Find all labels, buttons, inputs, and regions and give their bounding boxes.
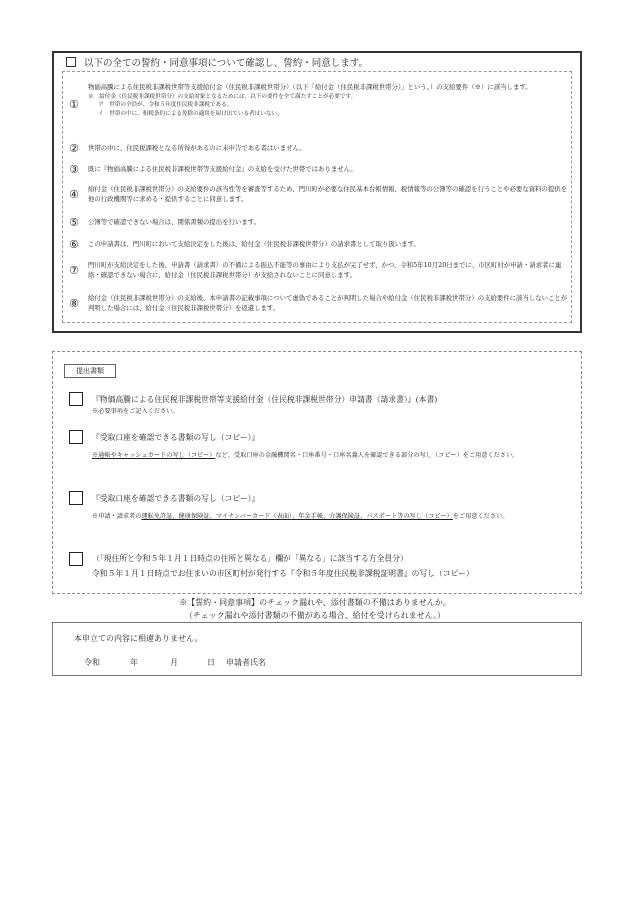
- doc-note-3: [92, 512, 554, 521]
- pledge-item-1: [88, 83, 570, 118]
- pledge-checkbox[interactable]: [66, 57, 76, 67]
- pledge-item-7: 門川町が支給決定をした後、申請書（請求書）の不備による振込不能等の事由により支払が完了せず、かつ、令和5年10月20日までに、市区町村が申請・請求者に連絡・確認できない場合に、給付金（住民税非課税世帯分）が支給されないことに同意します。: [88, 261, 562, 279]
- doc-checkbox-4[interactable]: [69, 552, 83, 566]
- doc-note-2: [92, 451, 554, 460]
- pledge-item-5: 公簿等で確認できない場合は、関係書類の提出を行います。: [88, 218, 261, 226]
- pledge-header: [66, 55, 368, 69]
- item-sub-b: イ 世帯の中に、租税条約による免除の適用を届け出ている者はいない。: [98, 110, 283, 117]
- item-number: ⑧: [69, 297, 79, 310]
- warning-line-2: （チェック漏れや添付書類の不備がある場合、給付を受けられません。）: [184, 611, 446, 620]
- item-sub-a: ア 世帯の全員が、令和５年度住民税非課税である。: [98, 102, 233, 109]
- pledge-item-6: この申請書は、門川町において支給決定をした後は、給付金（住民税非課税世帯分）の請求書として取り扱います。: [88, 240, 420, 248]
- item-note: ※ 給付金（住民税非課税世帯分）の支給対象となるためには、以下の要件を全て満たすことが必要です。: [88, 93, 357, 100]
- doc-title-4: （「現住所と令和５年１月１日時点の住所と異なる」欄が「異なる」に該当する方全員分）: [92, 554, 408, 563]
- date-month-label: 月: [170, 658, 178, 667]
- doc-checkbox-2[interactable]: [69, 430, 83, 444]
- warning-line-1: ※【誓約・同意事項】のチェック漏れや、添付書類の不備はありませんか。: [179, 598, 451, 607]
- doc-note-3-pre: ※申請・請求者の: [92, 513, 142, 520]
- doc-title-3: 『受取口座を確認できる書類の写し（コピー）』: [92, 494, 260, 503]
- pledge-item-2: 世帯の中に、住民税課税となる所得があるのに未申告である者はいません。: [88, 144, 306, 152]
- item-number: ⑥: [69, 238, 79, 251]
- pledge-checkbox-label: 以下の全ての誓約・同意事項について確認し、誓約・同意します。: [84, 58, 369, 69]
- doc-checkbox-3[interactable]: [69, 491, 83, 505]
- item-number: ⑤: [69, 216, 79, 229]
- date-era: 令和: [84, 658, 100, 667]
- pledge-item-3: 既に『物価高騰による住民税非課税世帯等支援給付金』の支給を受けた世帯ではありません。: [88, 165, 357, 173]
- pledge-item-8: 給付金（住民税非課税世帯分）の支給後、本申請書の記載事項について虚偽であることが判明した場合や給付金（住民税非課税世帯分）の支給要件に該当しないことが判明した場合には、給付金（住民税非課税世帯分）を返還します。: [88, 294, 568, 312]
- doc-note-2-rest: など、受取口座の金融機関名・口座番号・口座名義人を確認できる部分の写し（コピー）をご用意ください。: [215, 452, 519, 459]
- item-text: 物価高騰による住民税非課税世帯等支援給付金（住民税非課税世帯分）（以下「給付金（住民税非課税世帯分）」という。）の支給要件（※）に該当します。: [88, 83, 532, 91]
- confirmation-text: 本申立ての内容に相違ありません。: [74, 634, 203, 643]
- item-number: ④: [69, 188, 79, 201]
- item-number: ③: [69, 163, 79, 176]
- doc-note-1: ※必要事項をご記入ください。: [92, 408, 179, 415]
- item-number: ②: [69, 142, 79, 155]
- documents-tag: 提出書類: [64, 364, 116, 378]
- doc-title-2: 『受取口座を確認できる書類の写し（コピー）』: [92, 433, 260, 442]
- date-year-label: 年: [130, 658, 138, 667]
- doc-note-3-underlined: 運転免許証、健康保険証、マイナンバーカード（表面）、年金手帳、介護保険証、パスポート等の写し（コピー）: [141, 513, 453, 520]
- doc-note-2-underlined: ※通帳やキャッシュカードの写し（コピー）: [92, 452, 216, 459]
- doc-title-1: 『物価高騰による住民税非課税世帯等支援給付金（住民税非課税世帯分）申請書（請求書）』(本書): [92, 395, 438, 404]
- signer-label: 申請者氏名: [226, 658, 266, 667]
- item-number: ①: [69, 98, 79, 111]
- doc-note-3-rest: をご用意ください。: [452, 513, 509, 520]
- pledge-item-4: 給付金（住民税非課税世帯分）の支給要件の該当性等を審査等するため、門川町が必要な住民基本台帳情報、税情報等の公簿等の確認を行うことや必要な資料の提供を他の行政機関等に求める・提供することに同意します。: [88, 185, 568, 203]
- doc-title-4-line2: 令和５年１月１日時点でお住まいの市区町村が発行する『令和５年度住民税非課税証明書』の写し（コピー）: [92, 569, 474, 578]
- date-day-label: 日: [207, 658, 215, 667]
- doc-checkbox-1[interactable]: [69, 392, 83, 406]
- item-number: ⑦: [69, 264, 79, 277]
